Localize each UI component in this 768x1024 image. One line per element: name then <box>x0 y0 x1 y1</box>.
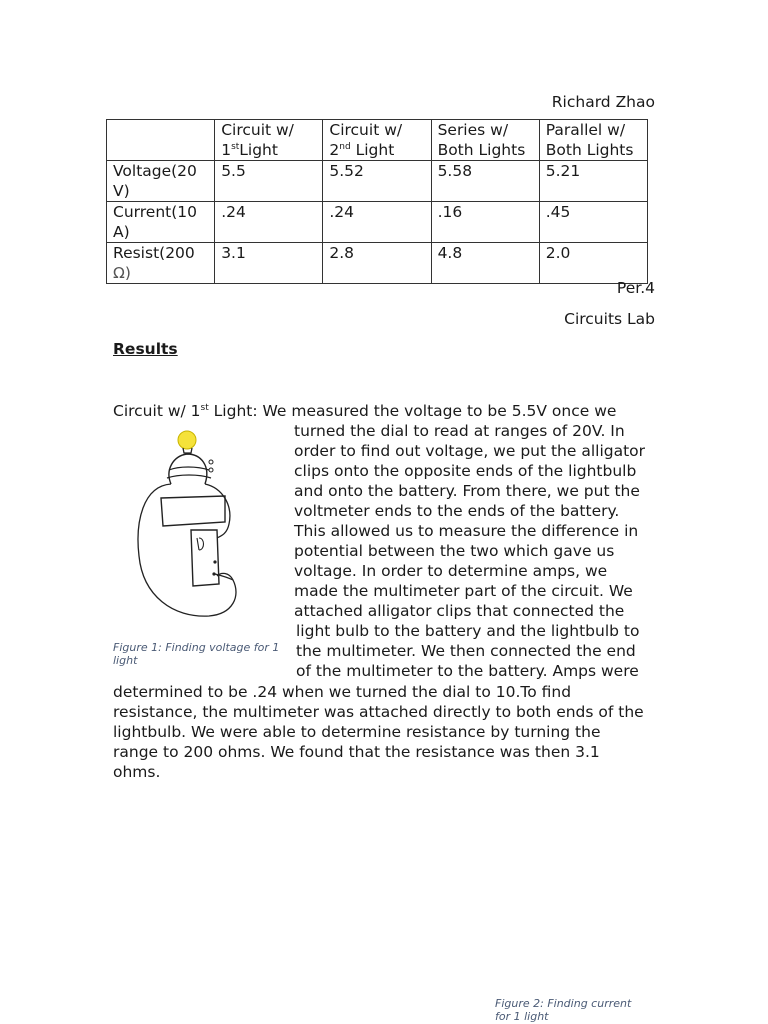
table-row <box>107 243 648 284</box>
table-cell: 5.58 <box>431 161 539 202</box>
table-cell: 5.21 <box>539 161 647 202</box>
table-cell: 2.0 <box>539 243 647 284</box>
table-header-empty <box>107 120 215 161</box>
measurements-table <box>106 119 648 284</box>
table-cell: .24 <box>323 202 431 243</box>
paragraph-line: light bulb to the battery and the lightbulb to <box>296 622 640 640</box>
paragraph-line: This allowed us to measure the difference in <box>294 522 639 540</box>
table-header-cell: Parallel w/ Both Lights <box>539 120 647 161</box>
row-label: Voltage(20 V) <box>107 161 215 202</box>
row-label: Current(10 A) <box>107 202 215 243</box>
table-cell: .24 <box>215 202 323 243</box>
paragraph-line: voltmeter ends to the ends of the battery. <box>294 502 620 520</box>
table-row <box>107 202 648 243</box>
paragraph-first-line: Circuit w/ 1st Light: We measured the voltage to be 5.5V once we <box>113 402 617 420</box>
lightbulb-icon <box>178 431 196 449</box>
paragraph-line: lightbulb. We were able to determine resistance by turning the <box>113 723 601 741</box>
paragraph-line: of the multimeter to the battery. Amps were <box>296 662 639 680</box>
table-header-row <box>107 120 648 161</box>
paragraph-line: potential between the two which gave us <box>294 542 615 560</box>
paragraph-line: range to 200 ohms. We found that the resistance was then 3.1 <box>113 743 600 761</box>
paragraph-line: turned the dial to read at ranges of 20V. In <box>294 422 625 440</box>
table-cell: .45 <box>539 202 647 243</box>
paragraph-line: made the multimeter part of the circuit. We <box>294 582 633 600</box>
paragraph-line: attached alligator clips that connected the <box>294 602 625 620</box>
table-header-cell: Circuit w/ 2nd Light <box>323 120 431 161</box>
table-cell: 4.8 <box>431 243 539 284</box>
paragraph-line: and onto the battery. From there, we put the <box>294 482 640 500</box>
paragraph-line: clips onto the opposite ends of the lightbulb <box>294 462 637 480</box>
figure-1-circuit-sketch <box>113 426 283 626</box>
lab-title: Circuits Lab <box>564 310 655 328</box>
figure-1-caption: Figure 1: Finding voltage for 1 light <box>113 641 280 667</box>
table-cell: .16 <box>431 202 539 243</box>
period-label: Per.4 <box>616 279 655 297</box>
table-header-cell: Series w/ Both Lights <box>431 120 539 161</box>
author-name: Richard Zhao <box>551 93 655 111</box>
table-cell: 5.5 <box>215 161 323 202</box>
paragraph-line: order to find out voltage, we put the alligator <box>294 442 646 460</box>
paragraph-line: the multimeter. We then connected the end <box>296 642 636 660</box>
table-header-cell: Circuit w/ 1stLight <box>215 120 323 161</box>
table-row <box>107 161 648 202</box>
table-cell: 5.52 <box>323 161 431 202</box>
figure-2-caption: Figure 2: Finding current for 1 light <box>495 997 632 1023</box>
results-heading: Results <box>113 340 178 358</box>
table-cell: 3.1 <box>215 243 323 284</box>
paragraph-line: resistance, the multimeter was attached directly to both ends of the <box>113 703 644 721</box>
paragraph-line: ohms. <box>113 763 161 781</box>
paragraph-line: determined to be .24 when we turned the dial to 10.To find <box>113 683 572 701</box>
row-label: Resist(200 Ω) <box>107 243 215 284</box>
paragraph-line: voltage. In order to determine amps, we <box>294 562 608 580</box>
table-cell: 2.8 <box>323 243 431 284</box>
